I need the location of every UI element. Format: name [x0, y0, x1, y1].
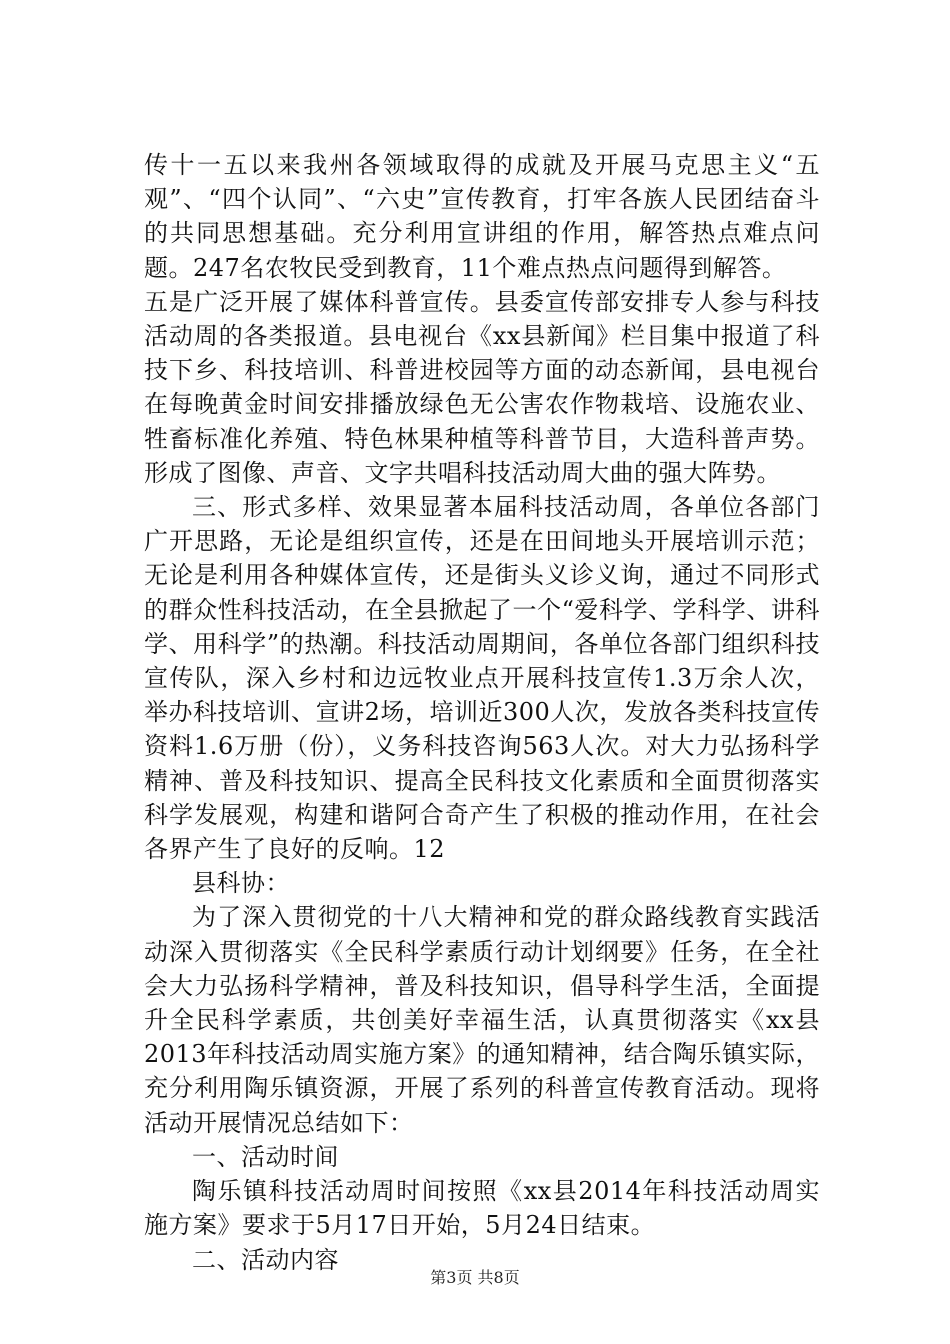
paragraph-7: 陶乐镇科技活动周时间按照《xx县2014年科技活动周实施方案》要求于5月17日开始，5月24日结束。 [144, 1177, 820, 1240]
paragraph-6: 一、活动时间 [192, 1142, 339, 1171]
paragraph-3: 三、形式多样、效果显著本届科技活动周，各单位各部门广开思路，无论是组织宣传，还是在田间地头开展培训示范；无论是利用各种媒体宣传，还是街头义诊义询，通过不同形式的群众性科技活动，在全县掀起了一个“爱科学、学科学、讲科学、用科学”的热潮。科技活动周期间，各单位各部门组织科技宣传队，深入乡村和边远牧业点开展科技宣传1.3万余人次，举办科技培训、宣讲2场，培训近300人次，发放各类科技宣传资料1.6万册（份），义务科技咨询563人次。对大力弘扬科学精神、普及科技知识、提高全民科技文化素质和全面贯彻落实科学发展观，构建和谐阿合奇产生了积极的推动作用，在社会各界产生了良好的反响。12 [144, 493, 820, 864]
document-body [144, 148, 820, 1277]
paragraph-2: 五是广泛开展了媒体科普宣传。县委宣传部安排专人参与科技活动周的各类报道。县电视台《xx县新闻》栏目集中报道了科技下乡、科技培训、科普进校园等方面的动态新闻，县电视台在每晚黄金时间安排播放绿色无公害农作物栽培、设施农业、牲畜标准化养殖、特色林果种植等科普节目，大造科普声势。形成了图像、声音、文字共唱科技活动周大曲的强大阵势。 [144, 287, 820, 487]
paragraph-1: 传十一五以来我州各领域取得的成就及开展马克思主义“五观”、“四个认同”、“六史”宣传教育，打牢各族人民团结奋斗的共同思想基础。充分利用宣讲组的作用，解答热点难点问题。247名农牧民受到教育，11个难点热点问题得到解答。 [144, 151, 820, 282]
paragraph-8: 二、活动内容 [192, 1245, 339, 1274]
page-footer: 第3页 共8页 [430, 1268, 520, 1287]
paragraph-5: 为了深入贯彻党的十八大精神和党的群众路线教育实践活动深入贯彻落实《全民科学素质行动计划纲要》任务，在全社会大力弘扬科学精神，普及科技知识，倡导科学生活，全面提升全民科学素质，共创美好幸福生活，认真贯彻落实《xx县2013年科技活动周实施方案》的通知精神，结合陶乐镇实际，充分利用陶乐镇资源，开展了系列的科普宣传教育活动。现将活动开展情况总结如下： [144, 903, 820, 1137]
paragraph-4: 县科协： [192, 869, 290, 898]
